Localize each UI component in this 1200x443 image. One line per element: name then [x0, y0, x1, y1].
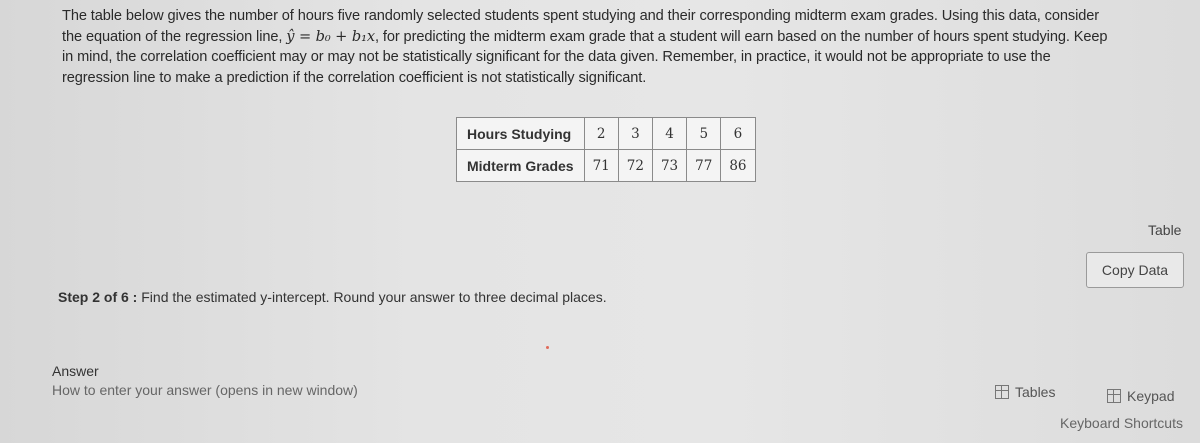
table-cell: 2	[584, 118, 618, 150]
table-link[interactable]: Table	[1148, 222, 1182, 238]
row-label-hours: Hours Studying	[457, 118, 585, 150]
row-label-grades: Midterm Grades	[457, 150, 585, 182]
problem-line-1: The table below gives the number of hours five randomly selected students spent studying and their corresponding midterm exam grades. Using this data, consider	[62, 8, 1100, 24]
table-cell: 77	[687, 150, 721, 182]
copy-data-button[interactable]: Copy Data	[1086, 252, 1184, 288]
problem-line-3: in mind, the correlation coefficient may or may not be statistically significant for the data given. Remember, in practice, it would not be appropriate to use the	[62, 49, 1051, 65]
step-instruction	[58, 289, 607, 305]
step-label: Step 2 of 6 :	[58, 289, 138, 305]
table-icon	[995, 385, 1009, 399]
table-cell: 4	[652, 118, 686, 150]
problem-line-2-post: , for predicting the midterm exam grade that a student will earn based on the number of hours spent studying. Keep	[374, 28, 1108, 45]
keypad-icon	[1107, 389, 1121, 403]
table-cell: 71	[584, 150, 618, 182]
step-text: Find the estimated y-intercept. Round your answer to three decimal places.	[137, 289, 607, 305]
keypad-button[interactable]	[1107, 388, 1174, 404]
problem-line-2	[62, 27, 1198, 48]
regression-equation: ŷ = b₀ + b₁x	[286, 27, 375, 45]
data-table	[456, 117, 756, 182]
tables-button[interactable]	[995, 384, 1055, 400]
problem-line-2-pre: the equation of the regression line,	[62, 28, 287, 45]
table-cell: 6	[721, 118, 755, 150]
keypad-label: Keypad	[1127, 388, 1175, 404]
table-cell: 5	[687, 118, 721, 150]
table-cell: 86	[721, 150, 755, 182]
table-cell: 73	[652, 150, 686, 182]
decorative-dot	[546, 346, 549, 349]
table-cell: 3	[618, 118, 652, 150]
problem-statement	[62, 6, 1198, 88]
answer-label: Answer	[52, 363, 99, 379]
table-row	[457, 150, 756, 182]
problem-line-4: regression line to make a prediction if the correlation coefficient is not statistically significant.	[62, 69, 647, 86]
tables-label: Tables	[1015, 384, 1056, 400]
table-cell: 72	[618, 150, 652, 182]
table-row	[457, 118, 756, 150]
keyboard-shortcuts-link[interactable]: Keyboard Shortcuts	[1060, 415, 1183, 431]
how-to-enter-link[interactable]: How to enter your answer (opens in new window)	[52, 382, 358, 398]
